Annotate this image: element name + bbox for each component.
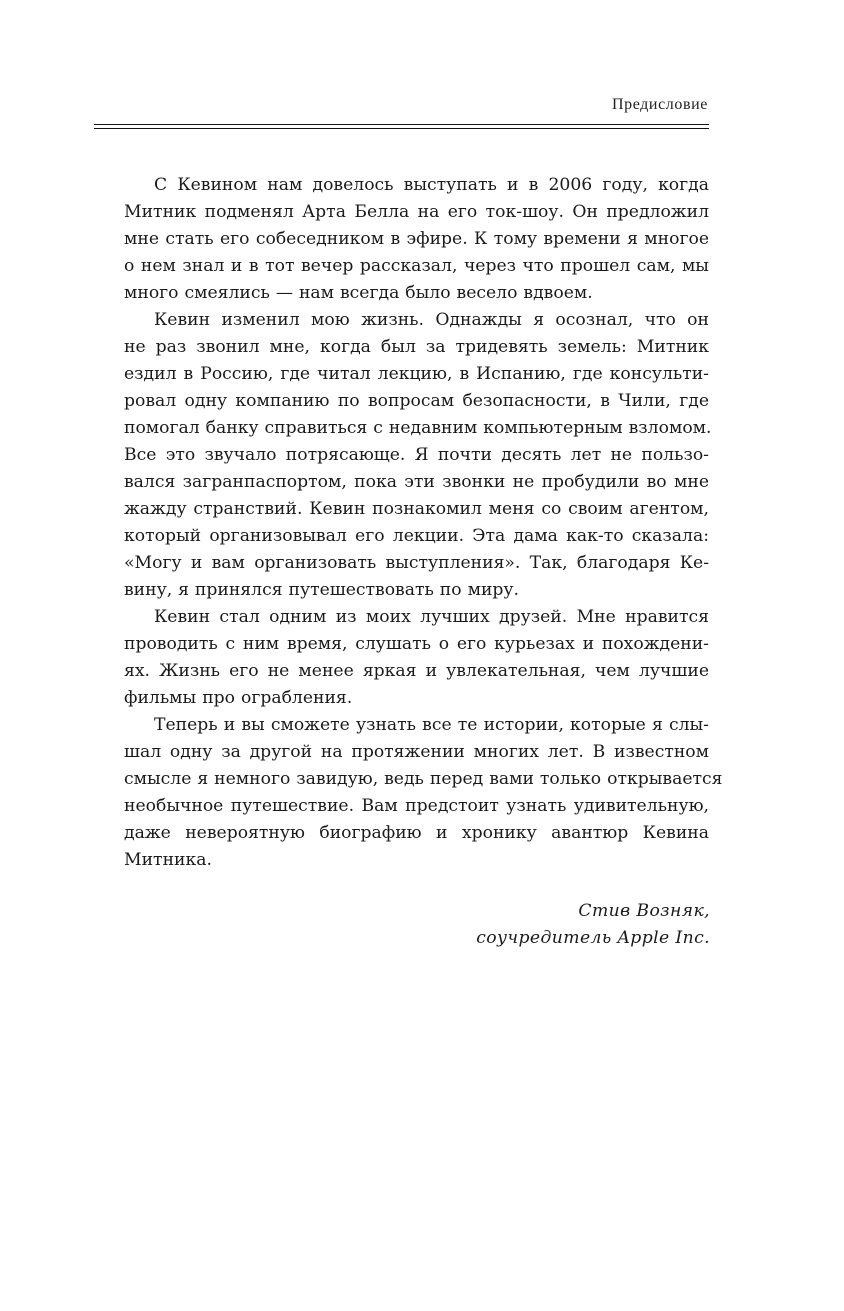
paragraph-1 — [94, 172, 709, 307]
text-line: Кевин стал одним из моих лучших друзей. Мне нравится — [154, 607, 709, 627]
text-line: ровал одну компанию по вопросам безопасности, в Чили, где — [124, 391, 709, 411]
header-rule-top — [94, 124, 709, 125]
text-line: необычное путешествие. Вам предстоит узнать удивительную, — [124, 796, 709, 816]
text-line: Митник подменял Арта Белла на его ток-шоу. Он предложил — [124, 202, 709, 222]
text-line: Митника. — [124, 850, 212, 870]
text-line: шал одну за другой на протяжении многих лет. В известном — [124, 742, 709, 762]
signature-name: Стив Возняк, — [578, 901, 710, 921]
running-head: Предисловие — [611, 96, 708, 113]
text-line: Кевин изменил мою жизнь. Однажды я осознал, что он — [154, 310, 709, 330]
text-line: даже невероятную биографию и хронику авантюр Кевина — [124, 823, 709, 843]
header-rule-bottom — [94, 128, 709, 129]
text-line: Теперь и вы сможете узнать все те истории, которые я слы- — [154, 715, 709, 735]
text-line: Все это звучало потрясающе. Я почти десять лет не пользо- — [124, 445, 709, 465]
paragraph-3 — [94, 604, 709, 712]
paragraph-2 — [94, 307, 712, 604]
paragraph-4 — [94, 712, 723, 874]
signature-title: соучредитель Apple Inc. — [476, 928, 710, 948]
text-line: проводить с ним время, слушать о его курьезах и похождени- — [124, 634, 709, 654]
signature — [476, 898, 710, 952]
text-line: С Кевином нам довелось выступать и в 2006 году, когда — [154, 175, 709, 195]
text-line: мне стать его собеседником в эфире. К тому времени я многое — [124, 229, 709, 249]
text-line: много смеялись — нам всегда было весело вдвоем. — [124, 283, 593, 303]
text-line: жажду странствий. Кевин познакомил меня со своим агентом, — [124, 499, 709, 519]
text-line: который организовывал его лекции. Эта дама как-то сказала: — [124, 526, 709, 546]
body-text — [94, 172, 723, 874]
text-line: «Могу и вам организовать выступления». Так, благодаря Ке- — [124, 553, 709, 573]
text-line: смысле я немного завидую, ведь перед вами только открывается — [124, 769, 723, 789]
text-line: помогал банку справиться с недавним компьютерным взломом. — [124, 418, 712, 438]
text-line: не раз звонил мне, когда был за тридевять земель: Митник — [124, 337, 709, 357]
text-line: вался загранпаспортом, пока эти звонки не пробудили во мне — [124, 472, 709, 492]
text-line: о нем знал и в тот вечер рассказал, через что прошел сам, мы — [124, 256, 709, 276]
text-line: ездил в Россию, где читал лекцию, в Испанию, где консульти- — [124, 364, 709, 384]
text-line: фильмы про ограбления. — [124, 688, 353, 708]
text-line: вину, я принялся путешествовать по миру. — [124, 580, 519, 600]
text-line: ях. Жизнь его не менее яркая и увлекательная, чем лучшие — [124, 661, 709, 681]
